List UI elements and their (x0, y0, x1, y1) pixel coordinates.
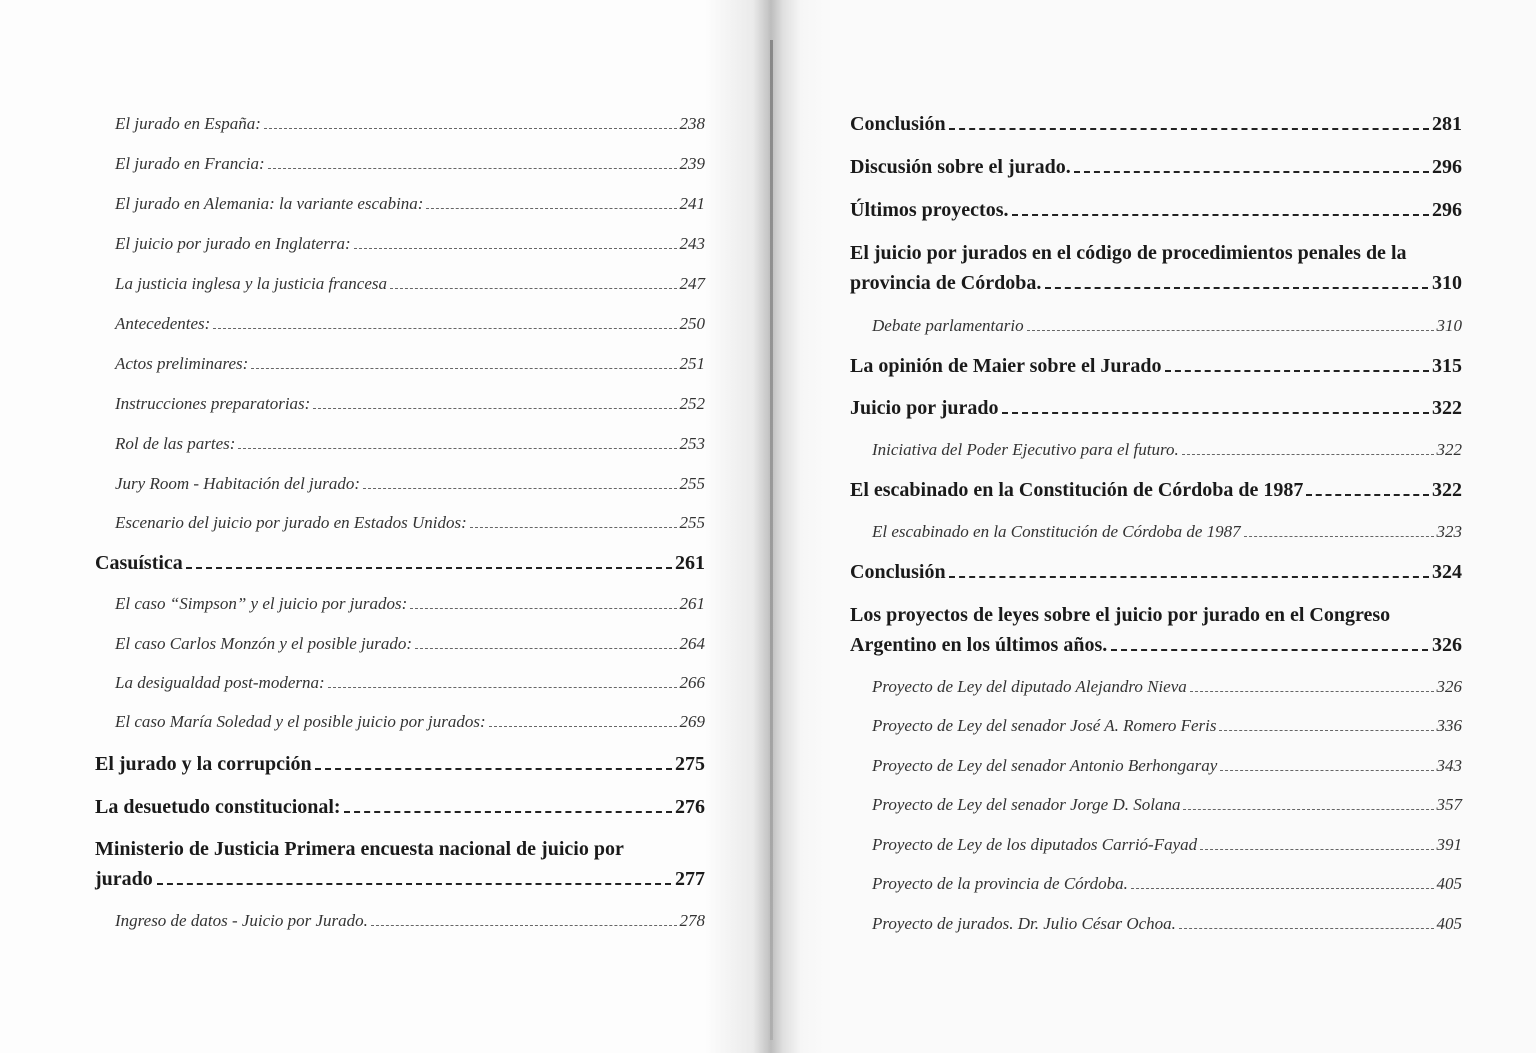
toc-entry (95, 234, 705, 254)
toc-leader (1131, 888, 1434, 889)
toc-entry-multiline (850, 604, 1462, 657)
toc-entry (850, 397, 1462, 420)
toc-entry-page: 296 (1432, 156, 1462, 178)
toc-leader (1306, 494, 1429, 496)
toc-entry-title: El escabinado en la Constitución de Córdoba de 1987 (850, 479, 1304, 501)
toc-leader (489, 726, 677, 727)
toc-entry-title: Antecedentes: (115, 314, 211, 333)
toc-entry-title: Escenario del juicio por jurado en Estados Unidos: (115, 513, 467, 532)
toc-entry-page: 277 (675, 868, 705, 890)
toc-entry-page: 322 (1436, 440, 1462, 459)
toc-entry-title: El escabinado en la Constitución de Córdoba de 1987 (872, 522, 1241, 541)
toc-entry (95, 114, 705, 134)
toc-leader (426, 208, 676, 209)
toc-entry (850, 561, 1462, 584)
toc-leader (1182, 454, 1434, 455)
toc-leader (1220, 770, 1433, 771)
toc-entry (95, 796, 705, 819)
toc-entry (95, 634, 705, 654)
toc-entry-title: Proyecto de Ley del senador Antonio Berhongaray (872, 756, 1218, 775)
toc-entry-title: Instrucciones preparatorias: (115, 394, 311, 413)
toc-entry-page: 255 (679, 474, 705, 493)
toc-entry (95, 434, 705, 454)
toc-entry-page: 239 (679, 154, 705, 173)
toc-leader (1190, 691, 1434, 692)
toc-leader (1045, 287, 1428, 289)
toc-leader (1012, 214, 1430, 216)
toc-entry-title: Proyecto de la provincia de Córdoba. (872, 874, 1128, 893)
toc-entry (95, 911, 705, 931)
toc-entry-page: 264 (679, 634, 705, 653)
toc-entry-page: 281 (1432, 113, 1462, 135)
toc-entry-page: 252 (679, 394, 705, 413)
toc-entry-page: 322 (1432, 479, 1462, 501)
toc-entry-title: La opinión de Maier sobre el Jurado (850, 355, 1162, 377)
toc-entry-page: 275 (675, 753, 705, 775)
toc-entry (850, 835, 1462, 855)
toc-leader (344, 811, 672, 813)
toc-entry (850, 199, 1462, 222)
toc-entry-title: La justicia inglesa y la justicia francesa (115, 274, 387, 293)
toc-entry-title-line2: provincia de Córdoba. (850, 272, 1042, 294)
toc-leader (1165, 370, 1429, 372)
toc-entry-title: El caso Carlos Monzón y el posible jurado: (115, 634, 413, 653)
toc-leader (1244, 536, 1434, 537)
toc-entry-title: Ingreso de datos - Juicio por Jurado. (115, 911, 368, 930)
toc-entry (95, 552, 705, 575)
toc-entry (850, 316, 1462, 336)
toc-entry-title: El jurado y la corrupción (95, 753, 312, 775)
toc-entry-page: 243 (679, 234, 705, 253)
toc-entry (850, 677, 1462, 697)
toc-leader (251, 368, 676, 369)
toc-entry (850, 355, 1462, 378)
toc-entry-page: 296 (1432, 199, 1462, 221)
toc-entry (95, 513, 705, 533)
toc-entry-page: 261 (675, 552, 705, 574)
toc-entry-page: 247 (679, 274, 705, 293)
toc-entry-page: 238 (679, 114, 705, 133)
spine-crease (770, 40, 773, 1040)
toc-entry-title: Debate parlamentario (872, 316, 1024, 335)
toc-entry-page: 250 (679, 314, 705, 333)
toc-entry-title: Proyecto de Ley del senador Jorge D. Solana (872, 795, 1181, 814)
toc-entry (850, 156, 1462, 179)
toc-leader (1179, 928, 1434, 929)
toc-entry (95, 712, 705, 732)
toc-entry-page: 310 (1436, 316, 1462, 335)
toc-entry (95, 154, 705, 174)
toc-entry-page: 336 (1436, 716, 1462, 735)
toc-entry (95, 314, 705, 334)
toc-entry-title: Rol de las partes: (115, 434, 236, 453)
toc-leader (354, 248, 677, 249)
toc-entry-title: La desuetudo constitucional: (95, 796, 341, 818)
toc-entry-page: 241 (679, 194, 705, 213)
toc-entry-title: Jury Room - Habitación del jurado: (115, 474, 361, 493)
toc-leader (390, 288, 677, 289)
toc-entry-title: El caso “Simpson” y el juicio por jurados: (115, 594, 408, 613)
toc-entry (95, 753, 705, 776)
toc-entry-page: 255 (679, 513, 705, 532)
toc-leader (1200, 849, 1433, 850)
toc-entry-page: 326 (1436, 677, 1462, 696)
toc-entry-page: 251 (679, 354, 705, 373)
toc-leader (264, 128, 677, 129)
toc-leader (268, 168, 677, 169)
toc-entry-title-line1: El juicio por jurados en el código de procedimientos penales de la (850, 242, 1407, 264)
toc-leader (470, 527, 677, 528)
toc-entry-multiline (95, 838, 705, 891)
toc-leader (371, 925, 677, 926)
toc-leader (1183, 809, 1433, 810)
toc-entry-title: El jurado en España: (115, 114, 261, 133)
toc-entry (850, 113, 1462, 136)
toc-entry (95, 274, 705, 294)
toc-entry-page: 343 (1436, 756, 1462, 775)
toc-leader (186, 567, 672, 569)
toc-entry-page: 278 (679, 911, 705, 930)
toc-entry-title-line2: Argentino en los últimos años. (850, 634, 1108, 656)
toc-entry (850, 716, 1462, 736)
toc-entry (850, 795, 1462, 815)
toc-entry-title: El jurado en Francia: (115, 154, 265, 173)
toc-entry-page: 324 (1432, 561, 1462, 583)
toc-entry-page: 391 (1436, 835, 1462, 854)
toc-entry-title-line1: Los proyectos de leyes sobre el juicio por jurado en el Congreso (850, 604, 1391, 626)
toc-entry-page: 266 (679, 673, 705, 692)
toc-entry-page: 261 (679, 594, 705, 613)
toc-entry (850, 522, 1462, 542)
toc-entry-page: 357 (1436, 795, 1462, 814)
toc-entry-title: Proyecto de Ley del senador José A. Romero Feris (872, 716, 1217, 735)
toc-entry-multiline (850, 242, 1462, 295)
toc-entry-page: 310 (1432, 272, 1462, 294)
toc-leader (328, 687, 677, 688)
toc-entry-page: 405 (1436, 874, 1462, 893)
toc-entry-title: Discusión sobre el jurado. (850, 156, 1071, 178)
toc-entry-title: La desigualdad post-moderna: (115, 673, 325, 692)
toc-entry (95, 394, 705, 414)
toc-entry-title-line2: jurado (95, 868, 153, 890)
toc-entry-title: Últimos proyectos. (850, 199, 1009, 221)
toc-entry (95, 474, 705, 494)
toc-leader (949, 576, 1429, 578)
toc-entry-page: 253 (679, 434, 705, 453)
toc-leader (949, 128, 1429, 130)
toc-leader (1111, 649, 1428, 651)
toc-entry (95, 673, 705, 693)
toc-entry (95, 194, 705, 214)
toc-entry-page: 323 (1436, 522, 1462, 541)
toc-entry-title: Proyecto de jurados. Dr. Julio César Ochoa. (872, 914, 1176, 933)
toc-entry (95, 594, 705, 614)
toc-leader (363, 488, 676, 489)
toc-leader (415, 648, 676, 649)
toc-entry-page: 322 (1432, 397, 1462, 419)
toc-entry-title: El caso María Soledad y el posible juicio por jurados: (115, 712, 486, 731)
toc-leader (410, 608, 676, 609)
toc-leader (315, 768, 672, 770)
toc-leader (1074, 171, 1429, 173)
toc-leader (1219, 730, 1433, 731)
toc-entry (850, 756, 1462, 776)
toc-entry (850, 914, 1462, 934)
toc-entry (850, 874, 1462, 894)
toc-entry-title: Proyecto de Ley de los diputados Carrió-Fayad (872, 835, 1198, 854)
toc-entry-title: El jurado en Alemania: la variante escabina: (115, 194, 424, 213)
toc-leader (213, 328, 676, 329)
toc-entry (850, 440, 1462, 460)
toc-leader (1027, 330, 1434, 331)
toc-leader (1002, 412, 1429, 414)
toc-entry-title: Conclusión (850, 561, 946, 583)
toc-entry-title: Proyecto de Ley del diputado Alejandro Nieva (872, 677, 1187, 696)
toc-leader (313, 408, 676, 409)
toc-entry (850, 479, 1462, 502)
toc-entry-page: 326 (1432, 634, 1462, 656)
toc-entry-title: El juicio por jurado en Inglaterra: (115, 234, 351, 253)
toc-leader (157, 883, 671, 885)
toc-entry-title-line1: Ministerio de Justicia Primera encuesta nacional de juicio por (95, 838, 624, 860)
toc-entry-title: Iniciativa del Poder Ejecutivo para el futuro. (872, 440, 1179, 459)
toc-entry-page: 276 (675, 796, 705, 818)
toc-leader (238, 448, 676, 449)
toc-entry-title: Conclusión (850, 113, 946, 135)
toc-entry-title: Actos preliminares: (115, 354, 249, 373)
toc-entry-title: Casuística (95, 552, 183, 574)
toc-entry-page: 269 (679, 712, 705, 731)
toc-entry-title: Juicio por jurado (850, 397, 999, 419)
toc-entry-page: 405 (1436, 914, 1462, 933)
toc-entry (95, 354, 705, 374)
toc-entry-page: 315 (1432, 355, 1462, 377)
